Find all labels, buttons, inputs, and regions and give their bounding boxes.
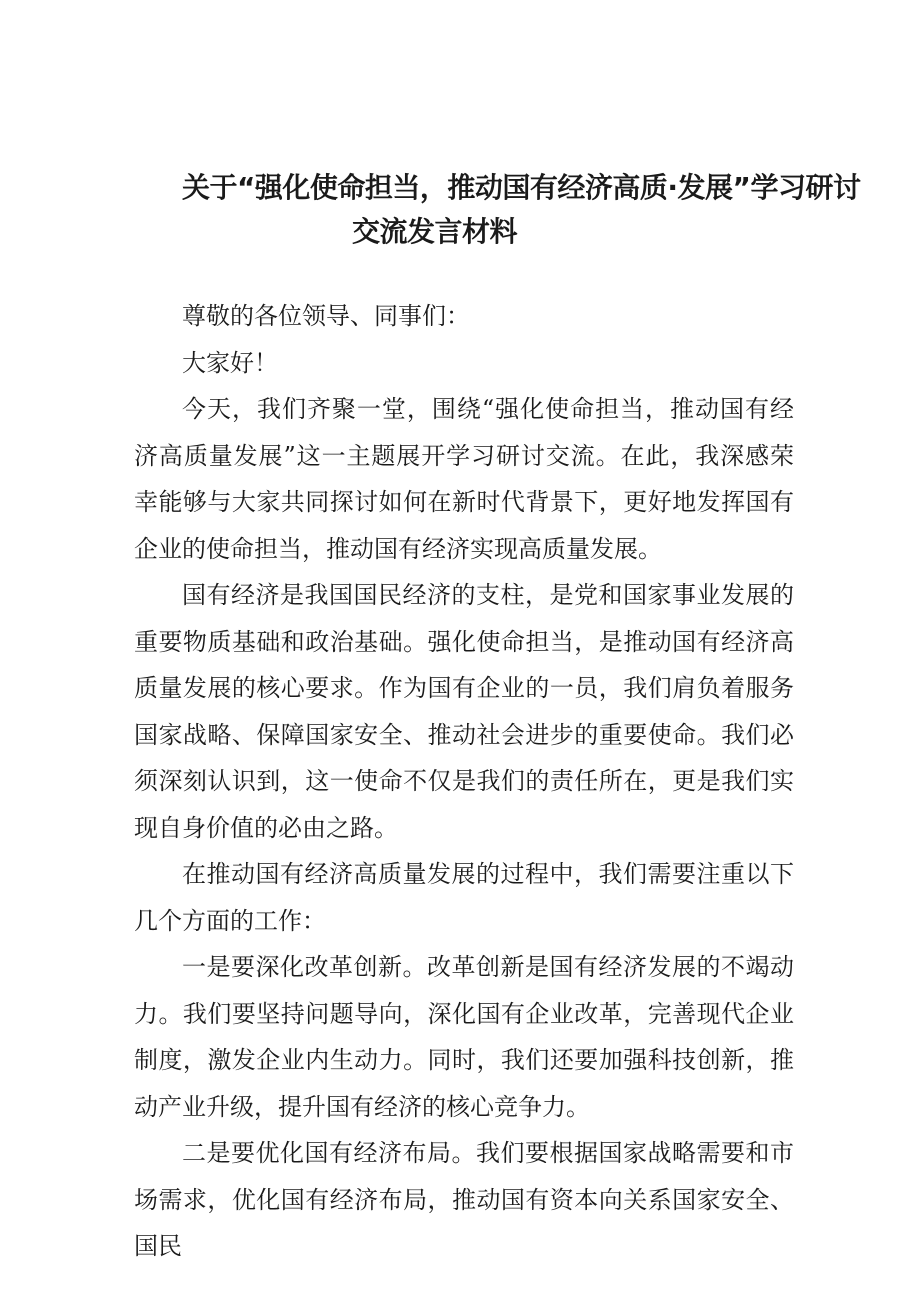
document-title-line-1: 关于“强化使命担当，推动国有经济高质·发展”学习研讨: [182, 171, 861, 204]
document-body: [134, 293, 794, 1270]
salutation: 尊敬的各位领导、同事们：: [182, 302, 470, 330]
document-title-line-2: 交流发言材料: [352, 215, 518, 248]
paragraph-5: 二是要优化国有经济布局。我们要根据国家战略需要和市场需求，优化国有经济布局，推动国有资本向关系国家安全、国民: [134, 1139, 794, 1260]
greeting: 大家好！: [182, 348, 278, 377]
paragraph-3: 在推动国有经济高质量发展的过程中，我们需要注重以下几个方面的工作：: [134, 860, 794, 935]
paragraph-1: 今天，我们齐聚一堂，围绕“强化使命担当，推动国有经济高质量发展”这一主题展开学习研讨交流。在此，我深感荣幸能够与大家共同探讨如何在新时代背景下，更好地发挥国有企业的使命担当，推动国有经济实现高质量发展。: [134, 395, 794, 563]
paragraph-4: 一是要深化改革创新。改革创新是国有经济发展的不竭动力。我们要坚持问题导向，深化国有企业改革，完善现代企业制度，激发企业内生动力。同时，我们还要加强科技创新，推动产业升级，提升国有经济的核心竞争力。: [134, 953, 794, 1121]
paragraph-2: 国有经济是我国国民经济的支柱，是党和国家事业发展的重要物质基础和政治基础。强化使命担当，是推动国有经济高质量发展的核心要求。作为国有企业的一员，我们肩负着服务国家战略、保障国家安全、推动社会进步的重要使命。我们必须深刻认识到，这一使命不仅是我们的责任所在，更是我们实现自身价值的必由之路。: [134, 581, 794, 842]
